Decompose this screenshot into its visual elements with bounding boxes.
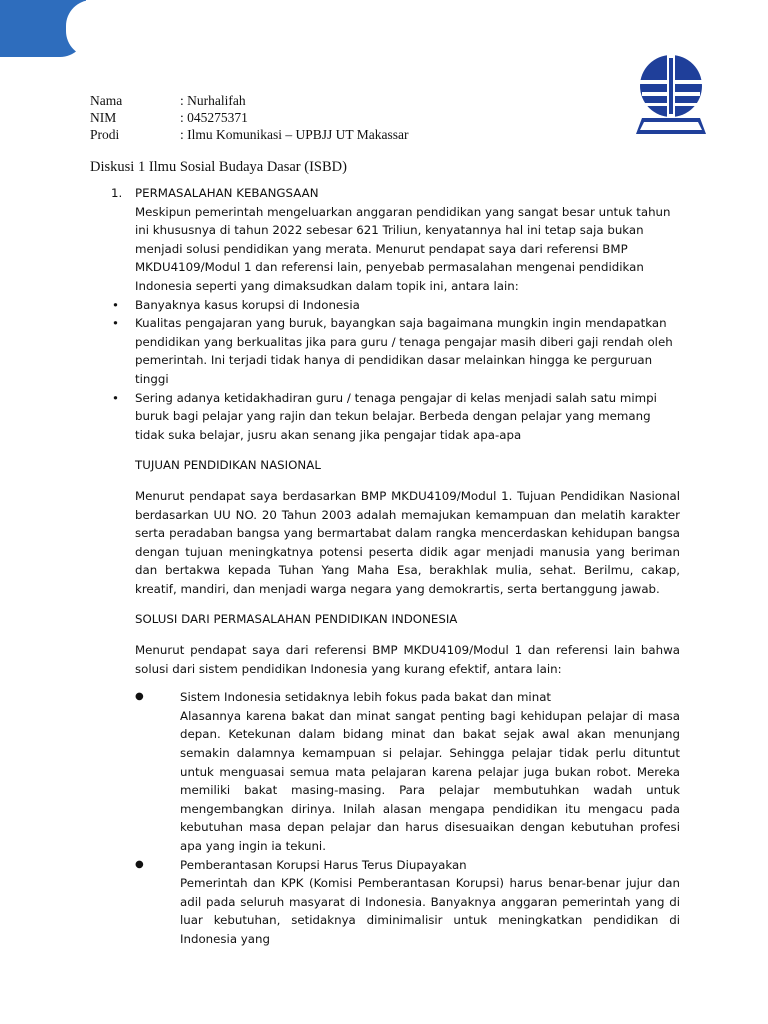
- list-item: • Banyaknya kasus korupsi di Indonesia: [90, 296, 680, 315]
- nim-label: NIM: [90, 110, 117, 125]
- list-item: • Sering adanya ketidakhadiran guru / tenaga pengajar di kelas menjadi salah satu mimpi buruk bagi pelajar yang rajin dan tekun belajar. Berbeda dengan pelajar yang memang tidak suka belajar, jusru akan senang jika pengajar tidak apa-apa: [90, 389, 680, 445]
- list-item: • Kualitas pengajaran yang buruk, bayangkan saja bagaimana mungkin ingin mendapatkan pendidikan yang berkualitas jika para guru / tenaga pengajar masih diberi gaji rendah oleh pemerintah. Ini terjadi tidak hanya di pendidikan dasar melainkan hingga ke perguruan tinggi: [90, 314, 680, 388]
- list-item: [135, 688, 680, 855]
- bullet-list: [90, 296, 680, 445]
- solution-title: Pemberantasan Korupsi Harus Terus Diupayakan: [180, 857, 467, 872]
- solution-list: [135, 688, 680, 948]
- section-permasalahan: [90, 184, 680, 444]
- prodi-value: : Ilmu Komunikasi – UPBJJ UT Makassar: [180, 127, 409, 142]
- solution-text: Pemerintah dan KPK (Komisi Pemberantasan Korupsi) harus benar-benar jujur dan adil pada seluruh masyarat di Indonesia. Banyaknya anggaran pemerintah yang di luar kebutuhan, setidaknya diminimalisir untuk meningkatkan pendidikan di Indonesia yang: [180, 876, 680, 946]
- prodi-label: Prodi: [90, 127, 120, 142]
- bullet-icon: •: [112, 390, 119, 405]
- list-item: [135, 856, 680, 949]
- nama-label: Nama: [90, 93, 123, 108]
- identity-block: [90, 92, 409, 143]
- solution-text: Alasannya karena bakat dan minat sangat penting bagi kehidupan pelajar di masa depan. Ketekunan dalam bidang minat dan bakat sejak awal akan menunjang semakin dalamnya kemampuan si pelajar. Sehingga pelajar tidak perlu dituntut untuk menguasai semua mata pelajaran karena pelajar juga bukan robot. Mereka memiliki bakat masing-masing. Para pelajar membutuhkan wadah untuk mengembangkan dirinya. Inilah alasan mengapa pendidikan itu mengacu pada kebutuhan masa depan pelajar dan harus disesuaikan dengan kebutuhan profesi apa yang ingin ia tekuni.: [180, 708, 680, 853]
- nama-value: : Nurhalifah: [180, 93, 246, 108]
- document-body: [90, 184, 680, 949]
- bullet-icon: ●: [135, 691, 144, 703]
- solution-title: Sistem Indonesia setidaknya lebih fokus pada bakat dan minat: [180, 690, 552, 705]
- document-title: Diskusi 1 Ilmu Sosial Budaya Dasar (ISBD): [90, 159, 347, 175]
- section-heading: PERMASALAHAN KEBANGSAAN: [135, 186, 319, 200]
- section-number: 1.: [111, 186, 123, 200]
- university-logo: [636, 52, 706, 138]
- bullet-icon: ●: [135, 858, 144, 870]
- section-heading-solusi: SOLUSI DARI PERMASALAHAN PENDIDIKAN INDONESIA: [135, 612, 458, 627]
- bullet-icon: •: [112, 316, 119, 331]
- section-text-tujuan: Menurut pendapat saya berdasarkan BMP MKDU4109/Modul 1. Tujuan Pendidikan Nasional berdasarkan UU NO. 20 Tahun 2003 adalah memajukan kemampuan dan melatih karakter serta peradaban bangsa yang bermartabat dalam rangka mencerdaskan kehidupan bangsa dengan tujuan meningkatnya potensi peserta didik agar menjadi manusia yang beriman dan bertakwa kepada Tuhan Yang Maha Esa, berakhlak mulia, sehat. Berilmu, cakap, kreatif, mandiri, dan menjadi warga negara yang demokrartis, serta bertanggung jawab.: [135, 488, 680, 596]
- bullet-icon: •: [112, 297, 119, 312]
- section-heading-tujuan: TUJUAN PENDIDIKAN NASIONAL: [135, 458, 321, 473]
- section-intro: Meskipun pemerintah mengeluarkan anggaran pendidikan yang sangat besar untuk tahun ini khususnya di tahun 2022 sebesar 621 Triliun, kenyatannya hal ini tetap saja bukan menjadi solusi pendidikan yang merata. Menurut pendapat saya dari referensi BMP MKDU4109/Modul 1 dan referensi lain, penyebab permasalahan mengenai pendidikan Indonesia seperti yang dimaksudkan dalam topik ini, antara lain:: [135, 204, 671, 293]
- nim-value: : 045275371: [180, 110, 248, 125]
- section-intro-solusi: Menurut pendapat saya dari referensi BMP MKDU4109/Modul 1 dan referensi lain bahwa solusi dari sistem pendidikan Indonesia yang kurang efektif, antara lain:: [135, 643, 680, 676]
